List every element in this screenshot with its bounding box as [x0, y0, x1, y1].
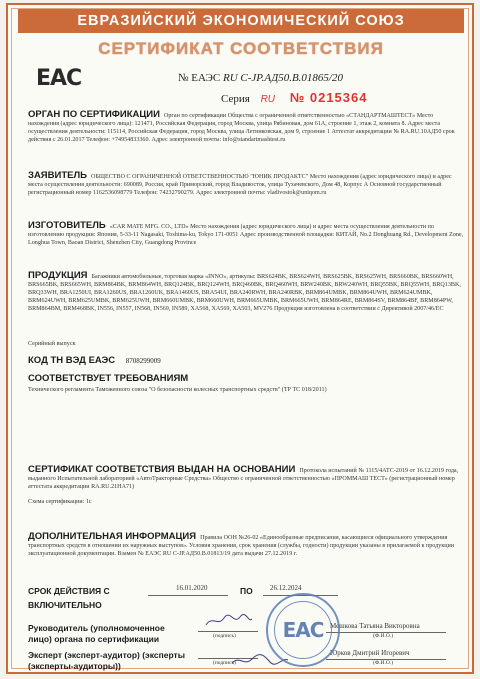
organ-heading: ОРГАН ПО СЕРТИФИКАЦИИ [28, 109, 160, 120]
expert-label: Эксперт (эксперт-аудитор) (эксперты (эксперты-аудиторы)) [28, 650, 185, 671]
certificate-title: СЕРТИФИКАТ СООТВЕТСТВИЯ [98, 39, 384, 58]
head-signature-caption: (подпись) [213, 633, 236, 639]
basis-heading: СЕРТИФИКАТ СООТВЕТСТВИЯ ВЫДАН НА ОСНОВАНИИ [28, 464, 296, 475]
product-section [28, 272, 464, 313]
number-prefix: № ЕАЭС [178, 72, 221, 84]
expert-fio-caption: (Ф.И.О.) [373, 660, 394, 666]
certificate-sheet [6, 3, 474, 674]
additional-text: Правила ООН №26-02 «Единообразные предписания, касающиеся официального утверждения транспортных средств в отношении их наружных выступов». Условия хранения, срок хранения (службы, годности) продукции указаны в прилагаемой к продукции эксплуатационной документации. Взамен № ЕАЭС RU С-JP.АД50.В.01813/19 дата выдачи 27.12.2019 г. [28, 535, 455, 557]
hs-heading: КОД ТН ВЭД ЕАЭС [28, 355, 116, 366]
requirements-text: Технического регламента Таможенного союза "О безопасности колесных транспортных средств" (ТР ТС 018/2011) [28, 387, 327, 393]
applicant-section [28, 172, 464, 197]
number-value: RU С-JP.АД50.В.01865/20 [222, 72, 343, 84]
seal-stamp [266, 593, 340, 667]
organ-section [28, 111, 464, 144]
applicant-heading: ЗАЯВИТЕЛЬ [28, 170, 87, 181]
hs-code: 8708299009 [125, 357, 161, 365]
manufacturer-section [28, 222, 464, 247]
head-fio-caption: (Ф.И.О.) [373, 633, 394, 639]
requirements-heading: СООТВЕТСТВУЕТ ТРЕБОВАНИЯМ [28, 373, 189, 384]
certification-scheme: Схема сертификации: 1с [28, 499, 92, 505]
manufacturer-text: «CAR MATE MFG. CO., LTD» Место нахождения (адрес юридического лица) и адрес места осуществления деятельности по изготовлению продукции: Япония, 5-33-11 Nagasaki, Toshima-ku, Tokyo 171-0051 Адрес производственной площадки: КИТАЙ, No.2 Donghuang Rd., Development Zone, Longhua Town, Baoan District, Shenzhen City, Guangdong Province [28, 224, 464, 246]
organ-text: Орган по сертификации Общества с ограниченной ответственностью «СТАНДАРТМАШТЕСТ» Место нахождения (адрес юридического лица): 121471, Российская Федерация, город Москва, улица Рябиновая, дом 61А, строение 1, этаж 2, комната 8. Адрес места осуществления деятельности: 115114, Российская Федерация, город Москва, улица Летниковская, дом 9, строение 1 Аттестат аккредитации № RA.RU.10АД50 срок действия с 26.01.2017 Телефон: +74954833360. Адрес электронной почты: info@standartmashtest.ru [28, 113, 455, 143]
basis-text: Протокола испытаний № 1115/4АТС-2019 от 16.12.2019 года, выданного Испытательной лабораторией «АвтоТракторные Средства» Общество с ограниченной ответственностью «ПРОММАШ ТЕСТ» (регистрационный номер аттестата аккредитации RA.RU.21НА71) [28, 468, 459, 490]
validity-inclusive-heading: ВКЛЮЧИТЕЛЬНО [28, 600, 102, 610]
manufacturer-heading: ИЗГОТОВИТЕЛЬ [28, 220, 106, 231]
valid-from-date: 16.01.2020 [176, 584, 208, 592]
basis-section [28, 466, 464, 491]
head-label: Руководитель (уполномоченное лицо) органа по сертификации [28, 623, 165, 644]
validity-from-heading: СРОК ДЕЙСТВИЯ С [28, 586, 110, 596]
additional-heading: ДОПОЛНИТЕЛЬНАЯ ИНФОРМАЦИЯ [28, 531, 197, 542]
from-date-underline [148, 595, 228, 596]
release-type: Серийный выпуск [28, 341, 76, 347]
validity-po: ПО [240, 586, 253, 596]
head-signature-line [198, 631, 258, 632]
expert-name: Юрков Дмитрий Игоревич [330, 649, 410, 657]
head-name: Мешкова Татьяна Викторовна [330, 622, 420, 630]
valid-to-date: 26.12.2024 [270, 584, 302, 592]
head-signature [204, 613, 254, 629]
series-code: RU [260, 94, 276, 105]
additional-section [28, 533, 464, 558]
expert-signature-caption: (подпись) [213, 660, 236, 666]
product-heading: ПРОДУКЦИЯ [28, 270, 88, 281]
hs-section [28, 355, 161, 366]
certificate-number [178, 72, 343, 84]
union-banner: ЕВРАЗИЙСКИЙ ЭКОНОМИЧЕСКИЙ СОЮЗ [18, 9, 464, 33]
series-label: Серия [221, 93, 250, 105]
serial-number: № 0215364 [289, 90, 368, 105]
applicant-text: ОБЩЕСТВО С ОГРАНИЧЕННОЙ ОТВЕТСТВЕННОСТЬЮ "ЮНИК ПРОДАКТС" Место нахождения (адрес юридического лица) и адрес места осуществления деятельности: 690089, Россия, край Приморский, город Владивосток, улица Тухачевского, Дом 48, Корпус А Основной государственный регистрационный номер 1162536098779 Телефон: 74232790279. Адрес электронной почты: vladivostok@uniqom.ru [28, 174, 452, 196]
series-line [221, 90, 367, 105]
eac-mark: EAC [36, 66, 82, 91]
seal-eac-icon: EAC [282, 618, 324, 642]
product-text: Багажники автомобильные, торговая марка «INNO», артикулы: BRS624BK, BRS624WH, BRS625BK, BRS625WH, BRS660BK, BRS660WH, BRS665BK, BRS665WH, BRM864BK, BRM864WH, BRQ124BK, BRQ124WH, BRQ460BK, BRQ460WH, BRW240BK, BRW240WH, BRQ55BK, BRQ55WH, BRQ13BK, BRQ33WH, BRA1250UI, BRA1260US, BRA1260UK, BRA1460US, BRA54UI, BRA240RWH, BRA240RBK, BRM864UMBK, BRM864UWH, BRM624UMBK, BRM624UWH, BRM625UMBK, BRM625UWH, BRM660UMBK, BRM660UWH, BRM665UMBK, BRM665UWH, BRM864RE, BRM864SV, BRM864BF, BRM864PW, BRM864BM, BRM468BK, IN556, IN557, IN568, IN569, IN589, XA568, XA569, XA503, MV276 Продукция изготовлена в соответствии с Директивой 2007/46/EC [28, 274, 461, 312]
